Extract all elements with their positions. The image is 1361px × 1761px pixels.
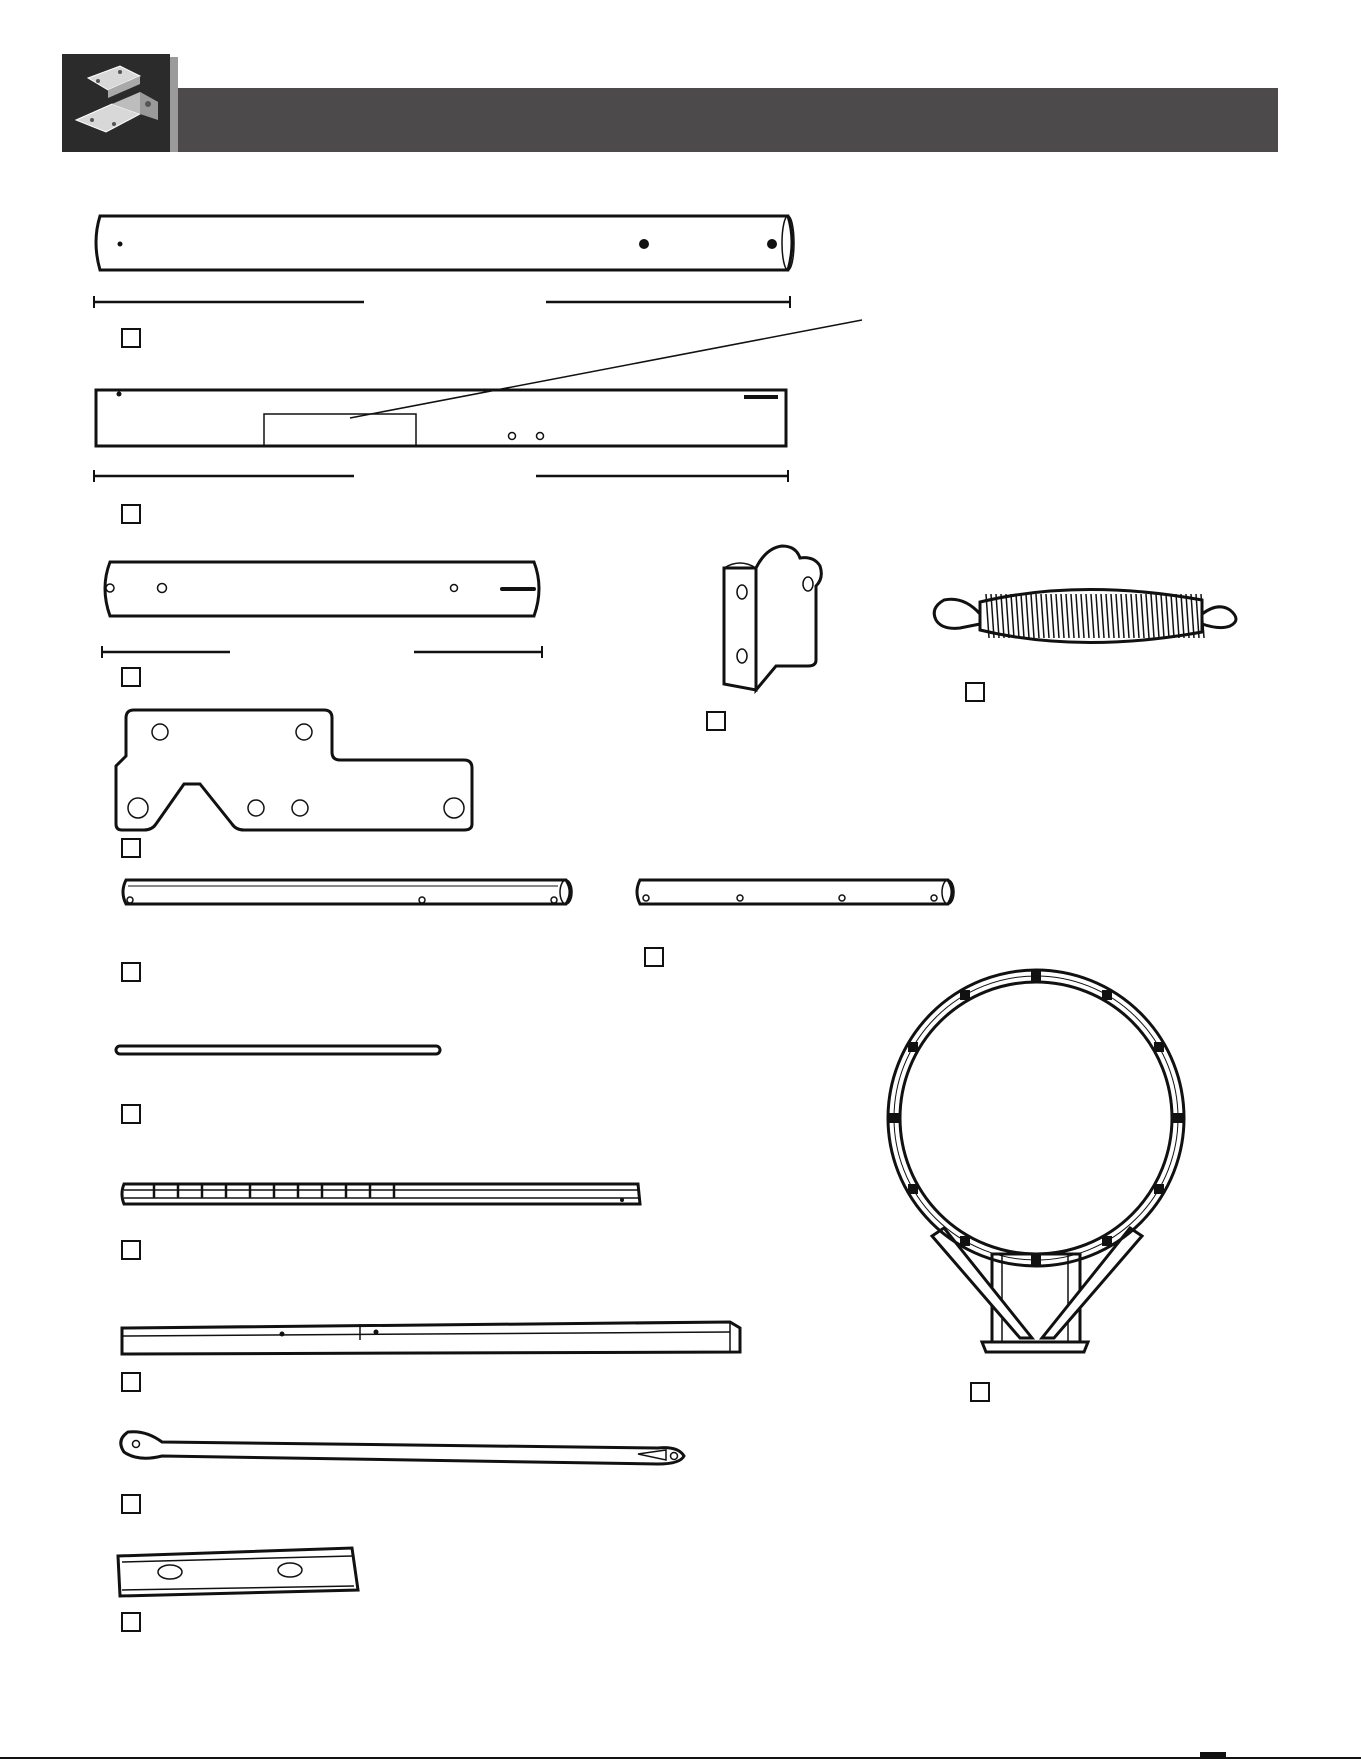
medium-tube <box>632 878 962 918</box>
extension-spring <box>930 580 1250 660</box>
header-edge <box>170 57 178 152</box>
label-callout-line <box>340 318 880 424</box>
rim-net-lug <box>1102 990 1112 1000</box>
part-checkbox-lower-pole[interactable] <box>121 504 141 524</box>
page-number-mark <box>1200 1752 1226 1757</box>
upper-pole <box>90 212 800 302</box>
rim-net-lug <box>960 990 970 1000</box>
part-checkbox-upper-pole[interactable] <box>121 328 141 348</box>
rim-net-lug <box>1102 1236 1112 1246</box>
mounting-plate <box>114 706 484 834</box>
strut-arm <box>118 1430 688 1470</box>
part-checkbox-square-channel[interactable] <box>121 1372 141 1392</box>
rim-net-lug <box>1154 1042 1164 1052</box>
rim-net-lug <box>1173 1113 1183 1123</box>
part-checkbox-adjuster-channel[interactable] <box>121 1240 141 1260</box>
rim-net-lug <box>908 1042 918 1052</box>
short-pole <box>98 560 548 660</box>
part-checkbox-short-pole[interactable] <box>121 667 141 687</box>
part-checkbox-corner-bracket[interactable] <box>706 711 726 731</box>
part-checkbox-rim[interactable] <box>970 1382 990 1402</box>
part-checkbox-medium-tube[interactable] <box>644 947 664 967</box>
short-channel <box>114 1546 364 1602</box>
square-channel <box>120 1320 750 1360</box>
adjuster-channel <box>118 1174 648 1210</box>
rim-net-lug <box>889 1113 899 1123</box>
header-bar <box>178 88 1278 152</box>
rim-net-lug <box>908 1184 918 1194</box>
rod <box>114 1044 444 1060</box>
rim-net-lug <box>1031 971 1041 981</box>
rim-net-lug <box>1031 1255 1041 1265</box>
rim-net-lug <box>960 1236 970 1246</box>
part-checkbox-spring[interactable] <box>965 682 985 702</box>
basketball-rim <box>870 954 1200 1364</box>
bracket-parts-icon <box>62 54 170 152</box>
corner-bracket <box>720 544 850 694</box>
part-checkbox-short-channel[interactable] <box>121 1612 141 1632</box>
part-checkbox-mounting-plate[interactable] <box>121 838 141 858</box>
long-tube <box>118 878 578 918</box>
part-checkbox-rod[interactable] <box>121 1104 141 1124</box>
rim-net-lug <box>1154 1184 1164 1194</box>
part-checkbox-long-tube[interactable] <box>121 962 141 982</box>
header-icon-box <box>62 54 170 152</box>
part-checkbox-strut-arm[interactable] <box>121 1494 141 1514</box>
bottom-rule <box>0 1757 1361 1759</box>
